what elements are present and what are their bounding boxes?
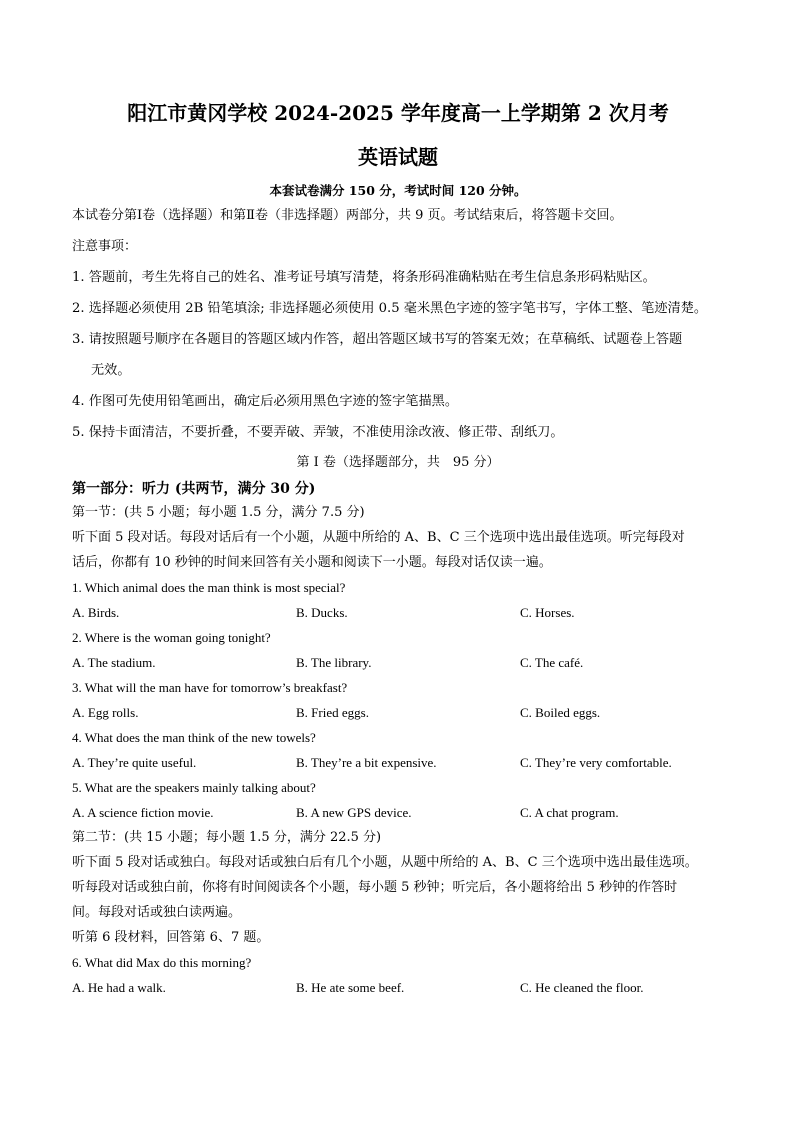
question-text: 1. Which animal does the man think is most special?	[72, 580, 346, 595]
exam-subtitle: 英语试题	[358, 145, 438, 169]
question-text: 4. What does the man think of the new towels?	[72, 730, 316, 745]
notice-item: 5. 保持卡面清洁，不要折叠，不要弄破、弄皱，不准使用涂改液、修正带、刮纸刀。	[72, 425, 564, 440]
options-row	[72, 800, 724, 825]
material-6-heading: 听第 6 段材料，回答第 6、7 题。	[72, 930, 270, 945]
section2-instruction: 听下面 5 段对话或独白。每段对话或独白后有几个小题，从题中所给的 A、B、C 三个选项中选出最佳选项。	[72, 855, 698, 870]
notice-item: 1. 答题前，考生先将自己的姓名、准考证号填写清楚，将条形码准确粘贴在考生信息条形码粘贴区。	[72, 270, 656, 285]
option-c: C. Boiled eggs.	[520, 705, 601, 720]
question-block-6	[72, 950, 724, 1000]
question-text: 6. What did Max do this morning?	[72, 955, 252, 970]
option-b: B. They’re a bit expensive.	[296, 755, 437, 770]
question-block-3	[72, 675, 724, 725]
notice-list	[72, 262, 724, 448]
option-b: B. The library.	[296, 655, 372, 670]
notice-item: 4. 作图可先使用铅笔画出，确定后必须用黑色字迹的签字笔描黑。	[72, 394, 459, 409]
notice-item: 3. 请按照题号顺序在各题目的答题区域内作答，超出答题区域书写的答案无效；在草稿纸、试题卷上答题	[72, 332, 683, 347]
option-b: B. He ate some beef.	[296, 980, 405, 995]
option-b: B. A new GPS device.	[296, 805, 412, 820]
section1-instruction: 话后，你都有 10 秒钟的时间来回答有关小题和阅读下一小题。每段对话仅读一遍。	[72, 555, 552, 570]
part1-title: 第一部分：听力 (共两节，满分 30 分)	[72, 481, 316, 497]
exam-title: 阳江市黄冈学校 2024-2025 学年度高一上学期第 2 次月考	[127, 101, 669, 125]
question-block-5	[72, 775, 724, 825]
notice-title: 注意事项：	[72, 239, 138, 254]
options-row	[72, 600, 724, 625]
question-block-4	[72, 725, 724, 775]
option-c: C. The café.	[520, 655, 584, 670]
option-a: A. Birds.	[72, 605, 120, 620]
options-row	[72, 975, 724, 1000]
option-b: B. Ducks.	[296, 605, 348, 620]
question-block-1	[72, 575, 724, 625]
section2-heading: 第二节：(共 15 小题；每小题 1.5 分，满分 22.5 分)	[72, 830, 382, 845]
option-a: A. Egg rolls.	[72, 705, 139, 720]
question-text: 5. What are the speakers mainly talking about?	[72, 780, 316, 795]
option-c: C. They’re very comfortable.	[520, 755, 672, 770]
question-text: 3. What will the man have for tomorrow’s breakfast?	[72, 680, 348, 695]
section1-heading: 第一节：(共 5 小题；每小题 1.5 分，满分 7.5 分)	[72, 505, 365, 520]
option-c: C. Horses.	[520, 605, 575, 620]
option-b: B. Fried eggs.	[296, 705, 369, 720]
section1-instruction: 听下面 5 段对话。每段对话后有一个小题，从题中所给的 A、B、C 三个选项中选出最佳选项。听完每段对	[72, 530, 685, 545]
options-row	[72, 700, 724, 725]
section2-instruction: 间。每段对话或独白读两遍。	[72, 905, 242, 920]
volume-heading: 第 I 卷（选择题部分，共 95 分）	[296, 455, 500, 470]
exam-page	[72, 100, 724, 1000]
option-a: A. They’re quite useful.	[72, 755, 197, 770]
question-block-2	[72, 625, 724, 675]
option-c: C. He cleaned the floor.	[520, 980, 644, 995]
option-a: A. He had a walk.	[72, 980, 166, 995]
option-a: A. A science fiction movie.	[72, 805, 214, 820]
section2-instruction: 听每段对话或独白前，你将有时间阅读各个小题，每小题 5 秒钟；听完后，各小题将给出 5 秒钟的作答时	[72, 880, 678, 895]
score-note: 本套试卷满分 150 分，考试时间 120 分钟。	[269, 183, 527, 198]
notice-item-continued: 无效。	[91, 363, 131, 378]
options-row	[72, 750, 724, 775]
notice-item: 2. 选择题必须使用 2B 铅笔填涂; 非选择题必须使用 0.5 毫米黑色字迹的签字笔书写，字体工整、笔迹清楚。	[72, 301, 708, 316]
option-a: A. The stadium.	[72, 655, 156, 670]
intro-text: 本试卷分第Ⅰ卷（选择题）和第Ⅱ卷（非选择题）两部分，共 9 页。考试结束后，将答题卡交回。	[72, 208, 623, 223]
option-c: C. A chat program.	[520, 805, 619, 820]
options-row	[72, 650, 724, 675]
question-text: 2. Where is the woman going tonight?	[72, 630, 271, 645]
